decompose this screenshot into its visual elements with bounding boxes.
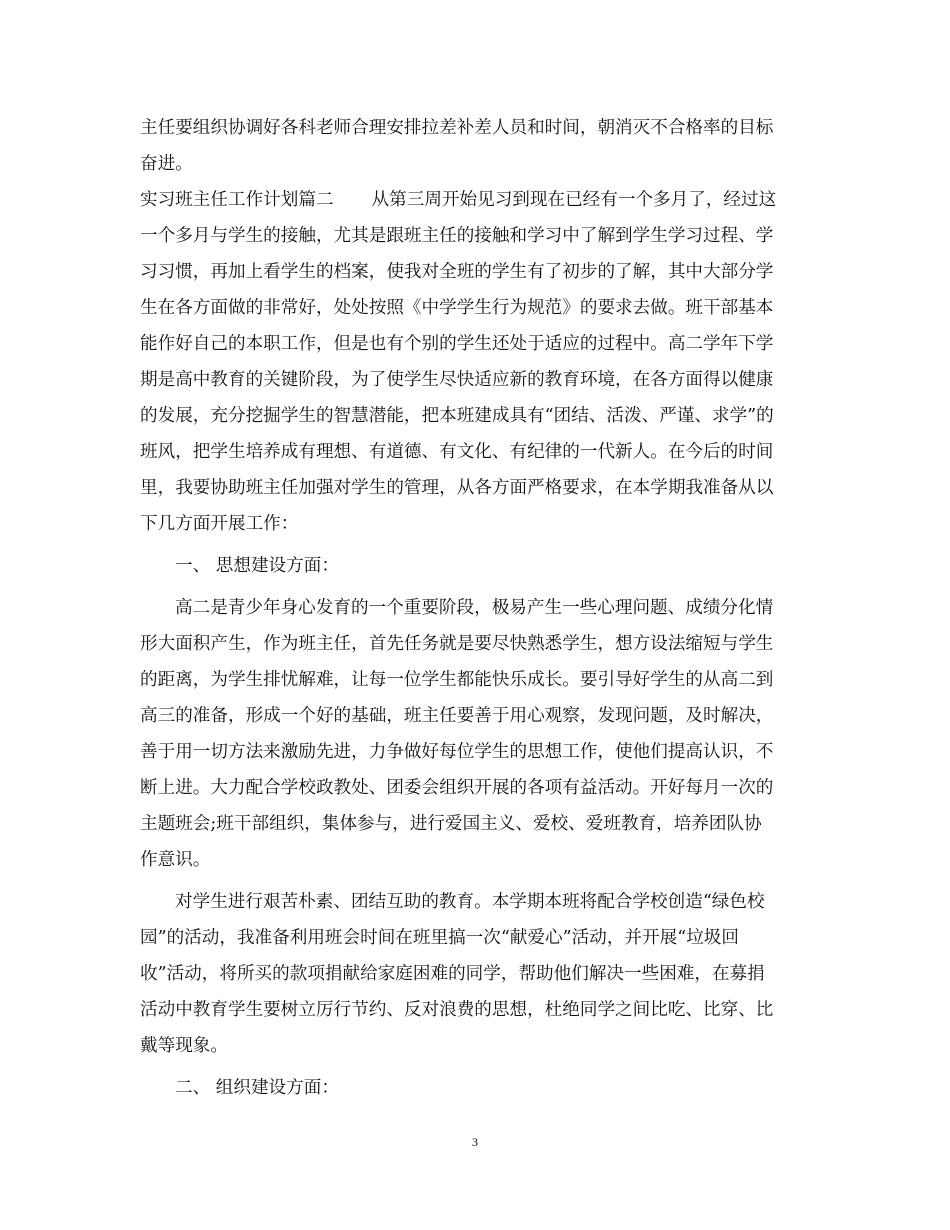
- text-line: 高三的准备，形成一个好的基础，班主任要善于用心观察，发现问题，及时解决，: [140, 706, 774, 726]
- text-line: 善于用一切方法来激励先进，力争做好每位学生的思想工作，使他们提高认识，不: [140, 742, 774, 762]
- text-line: 期是高中教育的关键阶段，为了使学生尽快适应新的教育环境，在各方面得以健康: [140, 370, 774, 390]
- document-body: [140, 110, 812, 1106]
- text-line: 的发展，充分挖掘学生的智慧潜能，把本班建成具有“团结、活泼、严谨、求学”的: [140, 406, 774, 426]
- text-line: 主任要组织协调好各科老师合理安排拉差补差人员和时间，朝消灭不合格率的目标: [140, 118, 774, 138]
- intro-first-line: 从第三周开始见习到现在已经有一个多月了，经过这: [371, 190, 777, 210]
- text-line: 能作好自己的本职工作，但是也有个别的学生还处于适应的过程中。高二学年下学: [140, 334, 774, 354]
- text-line: 一个多月与学生的接触，尤其是跟班主任的接触和学习中了解到学生学习过程、学: [140, 226, 774, 246]
- text-line: 形大面积产生，作为班主任，首先任务就是要尽快熟悉学生，想方设法缩短与学生: [140, 634, 774, 654]
- section-heading-1: 一、 思想建设方面：: [175, 556, 339, 576]
- section-title: 实习班主任工作计划篇二: [140, 190, 334, 210]
- page-number: 3: [472, 1135, 478, 1149]
- text-line: 高二是青少年身心发育的一个重要阶段，极易产生一些心理问题、成绩分化情: [175, 598, 774, 618]
- text-line: 断上进。大力配合学校政教处、团委会组织开展的各项有益活动。开好每月一次的: [140, 778, 774, 798]
- text-line: 下几方面开展工作：: [140, 514, 299, 534]
- text-line: 奋进。: [140, 154, 193, 174]
- text-line: 收”活动，将所买的款项捐献给家庭困难的同学，帮助他们解决一些困难，在募捐: [140, 964, 765, 984]
- text-line: 对学生进行艰苦朴素、团结互助的教育。本学期本班将配合学校创造“绿色校: [175, 892, 765, 912]
- text-line: 活动中教育学生要树立厉行节约、反对浪费的思想，杜绝同学之间比吃、比穿、比: [140, 1000, 774, 1020]
- text-line: 主题班会;班干部组织，集体参与，进行爱国主义、爱校、爱班教育，培养团队协: [140, 814, 762, 834]
- text-line: 戴等现象。: [140, 1036, 228, 1056]
- text-line: 习习惯，再加上看学生的档案，使我对全班的学生有了初步的了解，其中大部分学: [140, 262, 774, 282]
- text-line: 作意识。: [140, 850, 211, 870]
- text-line: 的距离，为学生排忧解难，让每一位学生都能快乐成长。要引导好学生的从高二到: [140, 670, 774, 690]
- text-line: 生在各方面做的非常好，处处按照《中学学生行为规范》的要求去做。班干部基本: [140, 298, 774, 318]
- section-title-line: [140, 182, 812, 218]
- section-heading-2: 二、 组织建设方面：: [175, 1078, 339, 1098]
- text-line: 班风，把学生培养成有理想、有道德、有文化、有纪律的一代新人。在今后的时间: [140, 442, 774, 462]
- text-line: 园”的活动，我准备利用班会时间在班里搞一次“献爱心”活动，并开展“垃圾回: [140, 928, 739, 948]
- text-line: 里，我要协助班主任加强对学生的管理，从各方面严格要求，在本学期我准备从以: [140, 478, 774, 498]
